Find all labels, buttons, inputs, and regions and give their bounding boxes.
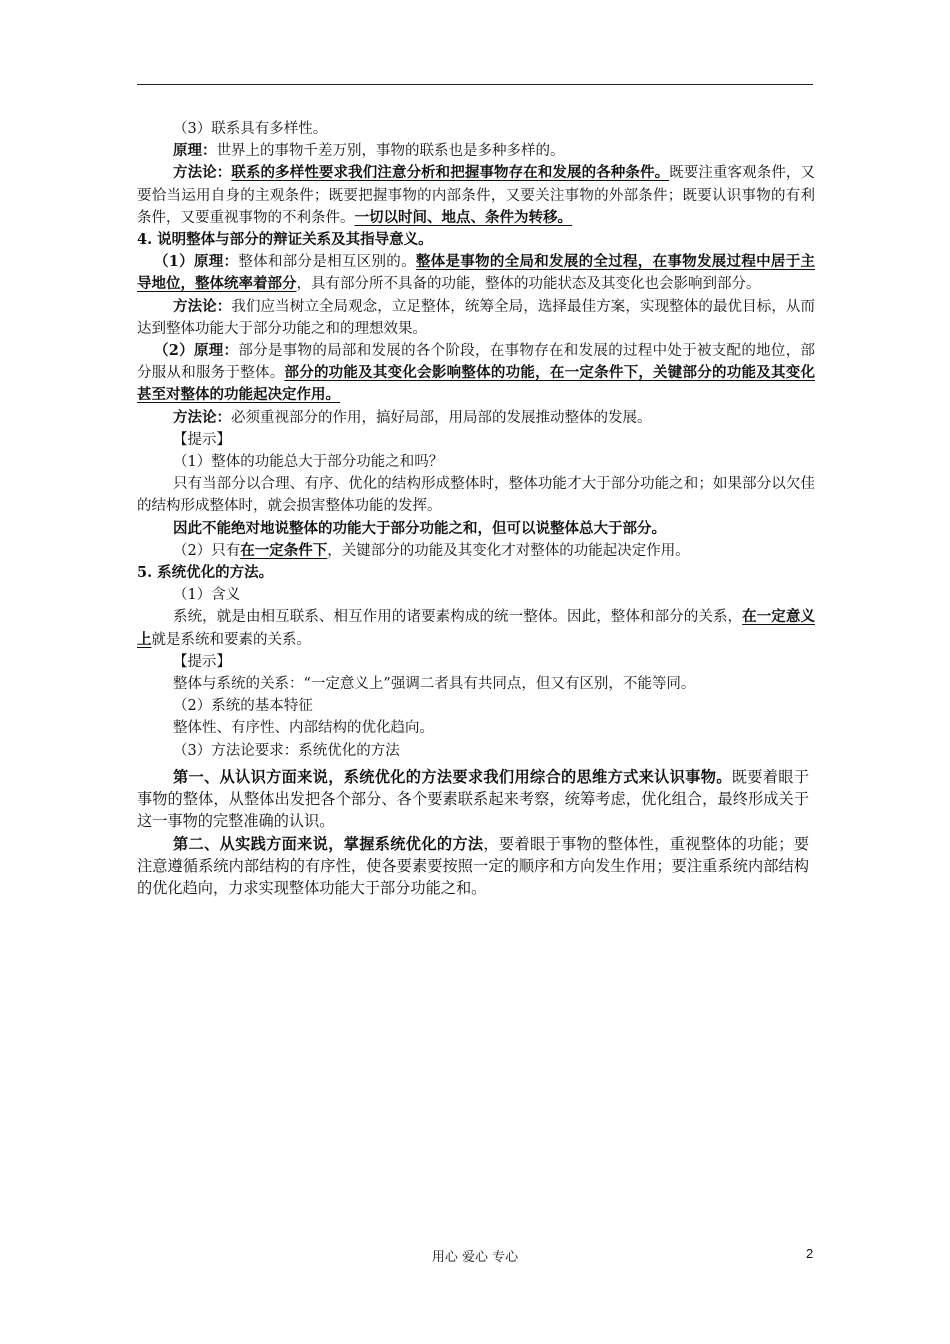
tip-label-text: 【提示】 [173, 431, 231, 448]
part2-underlined: 部分的功能及其变化会影响整体的功能，在一定条件下，关键部分的功能及其变化甚至对整体的功能起决定作用。 [137, 364, 816, 404]
section5-second-paragraph [137, 833, 809, 900]
section4-tip-conclusion [137, 518, 815, 540]
method-underlined: 联系的多样性要求我们注意分析和把握事物存在和发展的各种条件。 [231, 164, 670, 182]
section5-tip-text [137, 673, 815, 695]
section4-heading [137, 229, 815, 251]
section5-first-paragraph [137, 766, 809, 833]
header-rule [137, 84, 813, 85]
tip-question2-pre: （2）只有 [173, 542, 241, 559]
section5-heading-text: 5. 系统优化的方法。 [137, 564, 274, 582]
principle-label: 原理： [173, 142, 217, 160]
section4-tip-question2 [137, 540, 815, 562]
section4-tip-answer1 [137, 473, 815, 517]
tip-question2-underlined: 在一定条件下 [240, 541, 328, 559]
part1-underlined: 整体是事物的全局和发展的全过程，在事物发展过程中居于主导地位，整体统率着部分 [137, 253, 816, 293]
part2-method-text: 必须重视部分的作用，搞好局部，用局部的发展推动整体的发展。 [231, 409, 652, 426]
part1-method-text: 我们应当树立全局观念，立足整体，统筹全局，选择最佳方案，实现整体的最优目标，从而达到整体功能大于部分功能之和的理想效果。 [137, 298, 815, 337]
section5-features [137, 717, 815, 739]
section5-sub3 [137, 740, 815, 762]
definition-text: 系统，就是由相互联系、相互作用的诸要素构成的统一整体。因此，整体和部分的关系， [173, 609, 743, 626]
section4-part1-method [137, 296, 815, 340]
section3-method [137, 162, 815, 229]
section5-sub1 [137, 584, 815, 606]
section4-part2-principle [137, 340, 815, 407]
section4-part2-method [137, 407, 815, 429]
definition-underlined: 在一定意义上 [137, 608, 815, 648]
section3-item-title [137, 118, 815, 140]
section5-tip-label-text: 【提示】 [173, 653, 231, 670]
section3-item-title-text: （3）联系具有多样性。 [173, 121, 328, 137]
section5-sub2 [137, 695, 815, 717]
section4-heading-text: 4. 说明整体与部分的辩证关系及其指导意义。 [137, 231, 433, 249]
first-paragraph-text: 既要着眼于事物的整体，从整体出发把各个部分、各个要素联系起来考察，统筹考虑，优化组合，最终形成关于这一事物的完整准确的认识。 [137, 767, 810, 831]
section4-part1-principle [137, 251, 815, 295]
section5-sub3-text: （3）方法论要求：系统优化的方法 [173, 742, 400, 759]
section5-tip-text-content: 整体与系统的关系：“一定意义上”强调二者具有共同点，但又有区别，不能等同。 [173, 676, 696, 693]
section3-principle [137, 140, 815, 162]
document-body [137, 118, 815, 900]
part1-label: （1）原理： [154, 253, 239, 271]
first-paragraph-bold: 第一、从认识方面来说，系统优化的方法要求我们用综合的思维方式来认识事物。 [173, 767, 732, 786]
second-paragraph-bold: 第二、从实践方面来说，掌握系统优化的方法 [173, 834, 484, 853]
section5-definition [137, 606, 815, 650]
tip-answer1-text: 只有当部分以合理、有序、优化的结构形成整体时，整体功能才大于部分功能之和；如果部分以欠佳的结构形成整体时，就会损害整体功能的发挥。 [137, 476, 815, 515]
second-paragraph-text: ，要着眼于事物的整体性，重视整体的功能；要注意遵循系统内部结构的有序性，使各要素要按照一定的顺序和方向发生作用；要注重系统内部结构的优化趋向，力求实现整体功能大于部分功能之和。 [137, 834, 810, 898]
section5-features-text: 整体性、有序性、内部结构的优化趋向。 [173, 720, 434, 737]
section4-tip-question1 [137, 451, 815, 473]
definition-tail: 就是系统和要素的关系。 [151, 631, 311, 648]
section5-heading [137, 562, 815, 584]
part1-text: 整体和部分是相互区别的。 [238, 254, 416, 271]
method-tail-underlined: 一切以时间、地点、条件为转移。 [354, 208, 572, 226]
part1-method-label: 方法论： [173, 297, 232, 315]
tip-conclusion-text: 因此不能绝对地说整体的功能大于部分功能之和，但可以说整体总大于部分。 [173, 519, 666, 537]
section5-sub2-text: （2）系统的基本特征 [173, 698, 313, 715]
tip-question1-text: （1）整体的功能总大于部分功能之和吗？ [173, 454, 444, 471]
part1-tail: ，具有部分所不具备的功能，整体的功能状态及其变化也会影响到部分。 [296, 276, 761, 293]
footer-text: 用心 爱心 专心 [431, 1250, 519, 1265]
part2-text: 部分是事物的局部和发展的各个阶段，在事物存在和发展的过程中处于被支配的地位，部分服从和服务于整体。 [137, 343, 816, 382]
method-text: 既要注重客观条件，又要恰当运用自身的主观条件；既要把握事物的内部条件，又要关注事物的外部条件；既要认识事物的有利条件，又要重视事物的不利条件。 [137, 165, 816, 226]
part2-method-label: 方法论： [173, 408, 231, 426]
part2-label: （2）原理： [154, 342, 239, 360]
principle-text: 世界上的事物千差万别，事物的联系也是多种多样的。 [216, 143, 565, 160]
section4-tip-label [137, 429, 815, 451]
method-label: 方法论： [173, 164, 232, 182]
tip-question2-post: ，关键部分的功能及其变化才对整体的功能起决定作用。 [327, 542, 690, 559]
page-number: 2 [806, 1246, 814, 1261]
section5-tip-label [137, 651, 815, 673]
section5-sub1-text: （1）含义 [173, 587, 241, 604]
